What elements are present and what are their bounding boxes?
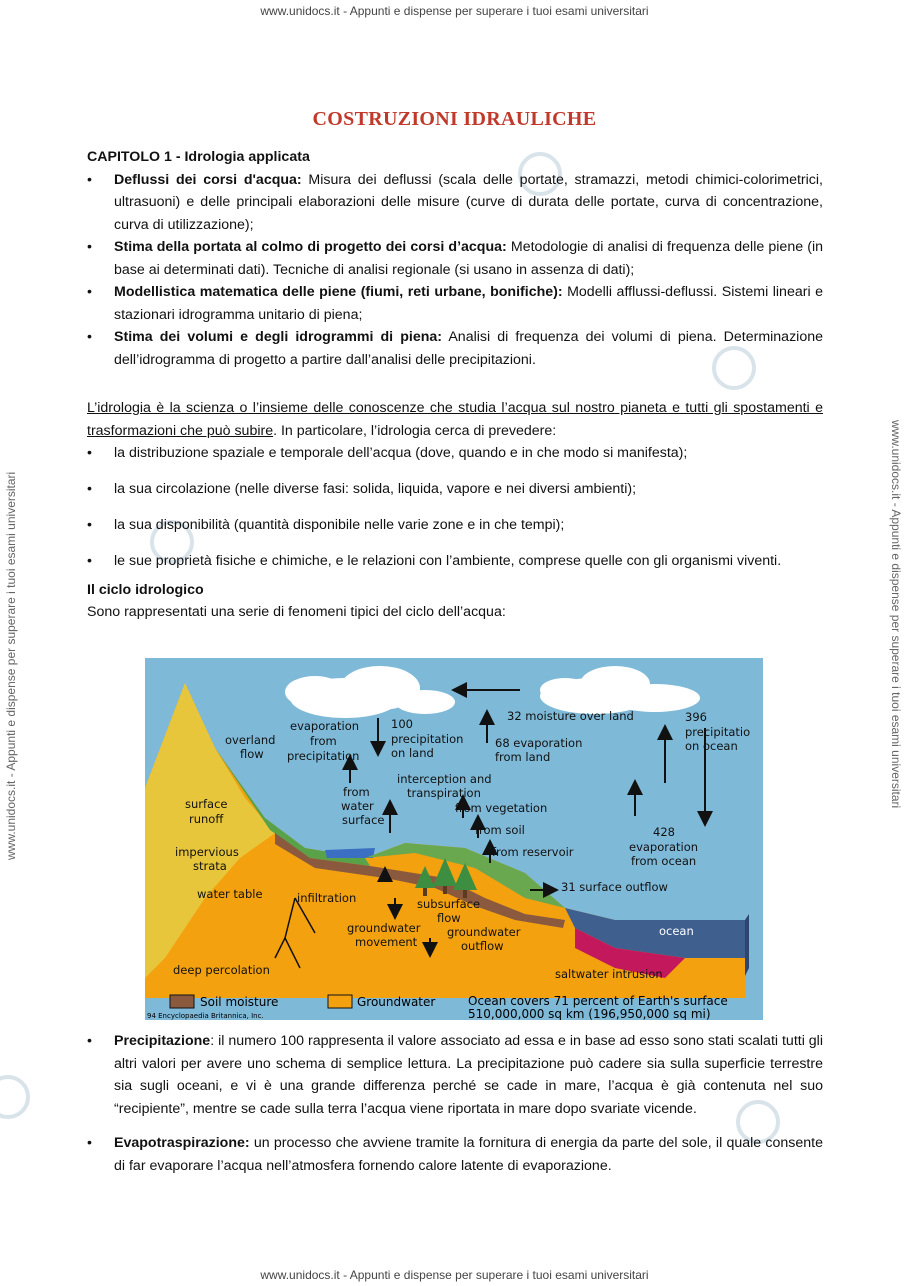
label-p396b: precipitatio <box>685 725 751 739</box>
label-evap68a: 68 evaporation <box>495 736 583 750</box>
label-fveg: from vegetation <box>455 801 548 815</box>
list-item <box>87 281 823 326</box>
document-title: COSTRUZIONI IDRAULICHE <box>312 108 597 130</box>
explanation-text: : il numero 100 rappresenta il valore associato ad essa e in base ad esso sono stati scalati tutti gli altri valori per avere uno schema di semplice lettura. La precipitazione può cadere sia sulla superficie terrestre sia sugli oceani, e vi è una grande differenza perché se cade in mare, l’acqua è già contenuta nel suo “recipiente”, mentre se cade sulla terra l’acqua viene riportata in mare dopo svariate vicende. <box>114 1033 823 1117</box>
label-fw1: from <box>343 785 370 799</box>
topic-text: Modelli afflussi-deflussi. Sistemi lineari e stazionari idrogramma unitario di piena; <box>114 284 823 323</box>
label-infil: infiltration <box>297 891 357 905</box>
legend-credit: 94 Encyclopaedia Britannica, Inc. <box>147 1012 264 1020</box>
label-fsoil: from soil <box>475 823 525 837</box>
label-sub1: subsurface <box>417 897 481 911</box>
hydrological-cycle-diagram <box>145 658 763 1020</box>
explanation-head: Evapotraspirazione: <box>114 1135 250 1151</box>
label-evap2: from <box>310 734 337 748</box>
list-item <box>87 236 823 281</box>
label-wt: water table <box>197 887 263 901</box>
predictions-list <box>87 442 823 573</box>
section-heading: Il ciclo idrologico <box>87 581 204 598</box>
label-evap3: precipitation <box>287 749 360 763</box>
legend-soil-swatch <box>170 995 194 1008</box>
list-item: • le sue proprietà fisiche e chimiche, e le relazioni con l’ambiente, comprese quelle con gli organismi viventi. <box>87 550 823 573</box>
label-inter2: transpiration <box>407 786 481 800</box>
topics-list <box>87 169 823 372</box>
label-p100c: on land <box>391 746 434 760</box>
label-so31: 31 surface outflow <box>561 880 668 894</box>
list-item <box>87 1030 823 1120</box>
label-inter1: interception and <box>397 772 492 786</box>
topic-text: Metodologie di analisi di frequenza delle piene (in base ai determinati dati). Tecniche di analisi regionale (si usano in assenza di dati); <box>114 239 824 278</box>
label-go1: groundwater <box>447 925 521 939</box>
label-e428a: 428 <box>653 825 675 839</box>
topic-head: Stima dei volumi e degli idrogrammi di piena: <box>114 329 443 345</box>
topic-head: Deflussi dei corsi d'acqua: <box>114 171 302 188</box>
label-moist32: 32 moisture over land <box>507 709 634 723</box>
list-item <box>87 326 823 371</box>
label-surf1: surface <box>185 797 228 811</box>
label-p100a: 100 <box>391 717 413 731</box>
definition-rest: . In particolare, l’idrologia cerca di prevedere: <box>273 422 557 439</box>
label-ocean: ocean <box>659 924 694 938</box>
explanations-list <box>87 1030 823 1177</box>
list-item: • la distribuzione spaziale e temporale dell’acqua (dove, quando e in che modo si manifesta); <box>87 442 823 465</box>
definition-paragraph <box>87 397 823 442</box>
watermark-right: www.unidocs.it - Appunti e dispense per superare i tuoi esami universitari <box>889 420 903 809</box>
topic-text: Misura dei deflussi (scala delle portate, stramazzi, metodi chimici-colorimetrici, ultrasuoni) e delle principali elaborazioni delle misure (curve di durata delle portate, curva di concentrazione, curva di utilizzazione); <box>114 171 823 233</box>
label-flow: flow <box>240 747 264 761</box>
label-salt: saltwater intrusion <box>555 967 663 981</box>
section-intro: Sono rappresentati una serie di fenomeni tipici del ciclo dell’acqua: <box>87 604 506 620</box>
topic-head: Modellistica matematica delle piene (fiumi, reti urbane, bonifiche): <box>114 284 563 300</box>
label-e428c: from ocean <box>631 854 697 868</box>
label-surf2: runoff <box>189 812 224 826</box>
label-go2: outflow <box>461 939 504 953</box>
label-gm2: movement <box>355 935 418 949</box>
legend-soil-label: Soil moisture <box>200 995 279 1009</box>
legend-ocean-line1: Ocean covers 71 percent of Earth's surface <box>468 994 728 1008</box>
label-imp1: impervious <box>175 845 239 859</box>
label-sub2: flow <box>437 911 461 925</box>
explanations-section <box>87 1030 823 1189</box>
label-evap1: evaporation <box>290 719 360 733</box>
topic-text: Analisi di frequenza dei volumi di piena. Determinazione dell’idrogramma di progetto a partire dall’analisi delle precipitazioni. <box>114 329 823 368</box>
watermark-left: www.unidocs.it - Appunti e dispense per superare i tuoi esami universitari <box>4 471 18 860</box>
watermark-bottom: www.unidocs.it - Appunti e dispense per superare i tuoi esami universitari <box>260 1268 649 1282</box>
list-item: • la sua disponibilità (quantità disponibile nelle varie zone e in che tempi); <box>87 514 823 537</box>
label-p100b: precipitation <box>391 732 464 746</box>
label-fw3: surface <box>342 813 385 827</box>
label-evap68b: from land <box>495 750 551 764</box>
label-fw2: water <box>341 799 374 813</box>
list-item: • la sua circolazione (nelle diverse fasi: solida, liquida, vapore e nei diversi ambienti); <box>87 478 823 501</box>
label-e428b: evaporation <box>629 840 699 854</box>
legend-groundwater-swatch <box>328 995 352 1008</box>
watermark-top: www.unidocs.it - Appunti e dispense per superare i tuoi esami universitari <box>260 4 649 18</box>
chapter-heading: CAPITOLO 1 - Idrologia applicata <box>87 149 310 165</box>
label-deep: deep percolation <box>173 963 270 977</box>
label-p396a: 396 <box>685 710 707 724</box>
label-overland: overland <box>225 733 276 747</box>
explanation-text: un processo che avviene tramite la fornitura di energia da parte del sole, il quale consente di far evaporare l’acqua nell’atmosfera fornendo calore latente di evaporazione. <box>114 1135 823 1174</box>
label-imp2: strata <box>193 859 227 873</box>
watermark-logo-icon <box>0 1075 30 1119</box>
label-fres: from reservoir <box>492 845 574 859</box>
list-item <box>87 1132 823 1177</box>
label-p396c: on ocean <box>685 739 738 753</box>
legend-ocean-line2: 510,000,000 sq km (196,950,000 sq mi) <box>468 1007 711 1020</box>
topic-head: Stima della portata al colmo di progetto dei corsi d’acqua: <box>114 239 507 255</box>
document-body <box>87 146 823 624</box>
list-item <box>87 169 823 237</box>
explanation-head: Precipitazione <box>114 1033 211 1049</box>
label-gm1: groundwater <box>347 921 421 935</box>
legend-groundwater-label: Groundwater <box>357 995 436 1009</box>
definition-underlined: L’idrologia è la scienza o l’insieme delle conoscenze che studia l’acqua sul nostro pianeta e tutti gli spostamenti e trasformazioni che può subire <box>87 400 823 439</box>
